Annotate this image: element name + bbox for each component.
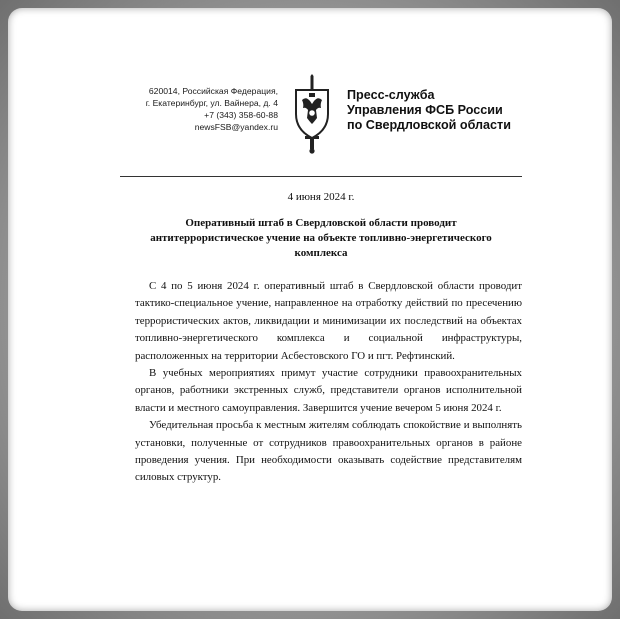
header-divider bbox=[120, 176, 522, 177]
body-paragraph: В учебных мероприятиях примут участие сотрудники правоохранительных органов, работники экстренных служб, представители органов исполнительной власти и местного самоуправления. Завершится учение вечером 5 июня 2024 г. bbox=[135, 367, 522, 414]
document-page bbox=[8, 8, 612, 611]
press-service-title bbox=[347, 88, 511, 133]
document-title bbox=[120, 216, 522, 261]
address-line: 620014, Российская Федерация, bbox=[148, 86, 278, 96]
body-paragraph: С 4 по 5 июня 2024 г. оперативный штаб в Свердловской области проводит тактико-специальное учение, направленное на отработку действий по пресечению террористических актов, ликвидации и минимизации их последствий на объектах топливно-энергетического комплекса и социальной инфраструктуры, расположенных на территории Асбестовского ГО и пгт. Рефтинский. bbox=[135, 280, 522, 362]
fsb-emblem-icon bbox=[288, 74, 336, 156]
press-title-line: по Свердловской области bbox=[347, 118, 511, 132]
document-date: 4 июня 2024 г. bbox=[287, 191, 355, 203]
document-body bbox=[135, 278, 522, 487]
phone-number: +7 (343) 358-60-88 bbox=[204, 110, 278, 120]
title-line: антитеррористическое учение на объекте топливно-энергетического bbox=[150, 232, 492, 244]
email-address: newsFSB@yandex.ru bbox=[194, 122, 278, 132]
address-line: г. Екатеринбург, ул. Вайнера, д. 4 bbox=[145, 98, 278, 108]
contact-address bbox=[108, 85, 278, 133]
press-title-line: Управления ФСБ России bbox=[347, 103, 503, 117]
press-title-line: Пресс-служба bbox=[347, 88, 435, 102]
title-line: Оперативный штаб в Свердловской области проводит bbox=[185, 217, 457, 229]
title-line: комплекса bbox=[294, 247, 348, 259]
body-paragraph: Убедительная просьба к местным жителям соблюдать спокойствие и выполнять установки, полученные от сотрудников правоохранительных органов в районе проведения учения. При необходимости оказывать содействие представителям силовых структур. bbox=[135, 419, 522, 484]
